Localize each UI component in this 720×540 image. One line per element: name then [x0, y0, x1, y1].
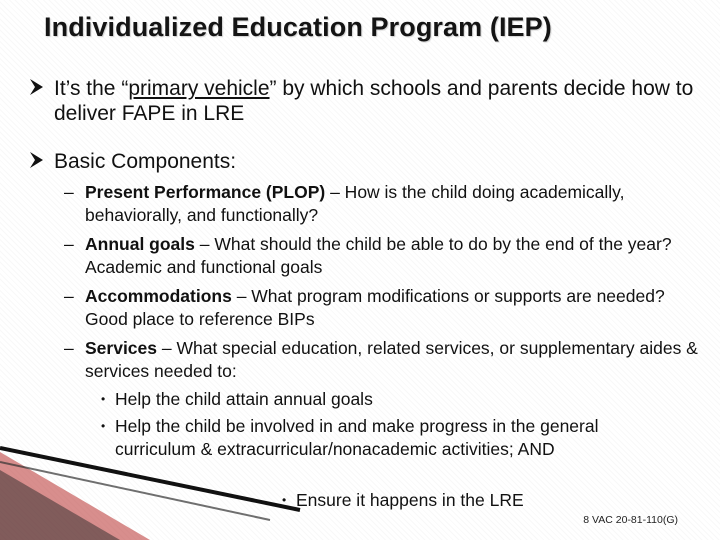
service-item	[101, 388, 661, 411]
primary-vehicle-phrase: primary vehicle	[128, 77, 270, 100]
dot-bullet: •	[101, 392, 106, 406]
component-term: Services	[85, 338, 158, 358]
dot-bullet: •	[101, 419, 106, 433]
component-text	[85, 181, 704, 227]
bullet-text: Basic Components:	[54, 150, 237, 173]
component-plop	[64, 181, 704, 227]
component-term: Annual goals	[85, 234, 195, 254]
component-text	[85, 233, 704, 279]
dot-bullet: •	[282, 493, 287, 507]
dash-bullet: –	[64, 286, 74, 306]
component-desc: – What should the child be able to do by the end of the year? Academic and functional goals	[85, 234, 672, 277]
component-desc: – What special education, related services, or supplementary aides & services needed to:	[85, 338, 698, 381]
bullet-text-before: It’s the “	[54, 77, 129, 100]
dash-bullet: –	[64, 182, 74, 202]
service-item-text: Help the child attain annual goals	[115, 389, 373, 409]
arrow-bullet-icon	[28, 149, 46, 171]
bullet-basic-components	[28, 149, 698, 174]
dash-bullet: –	[64, 338, 74, 358]
service-item	[282, 489, 682, 512]
component-text	[85, 337, 704, 383]
bullet-primary-vehicle	[28, 76, 698, 126]
component-desc: – How is the child doing academically, behaviorally, and functionally?	[85, 182, 625, 225]
slide-title: Individualized Education Program (IEP)	[44, 12, 552, 42]
component-term: Accommodations	[85, 286, 232, 306]
component-desc: – What program modifications or supports are needed? Good place to reference BIPs	[85, 286, 665, 329]
service-item-text: Help the child be involved in and make progress in the general curriculum & extracurricular/nonacademic activities; AND	[115, 416, 599, 459]
service-item-text: Ensure it happens in the LRE	[296, 490, 524, 510]
service-item	[101, 415, 661, 461]
citation: 8 VAC 20-81-110(G)	[583, 514, 678, 526]
component-accommodations	[64, 285, 704, 331]
component-text	[85, 285, 704, 331]
component-services	[64, 337, 704, 383]
bullet-text-after: ” by which schools and parents decide how to deliver FAPE in LRE	[54, 77, 694, 125]
component-term: Present Performance (PLOP)	[85, 182, 326, 202]
bullet-text	[54, 76, 698, 126]
corner-wedge-dark	[0, 470, 120, 540]
dash-bullet: –	[64, 234, 74, 254]
component-annual-goals	[64, 233, 704, 279]
arrow-bullet-icon	[28, 76, 46, 98]
